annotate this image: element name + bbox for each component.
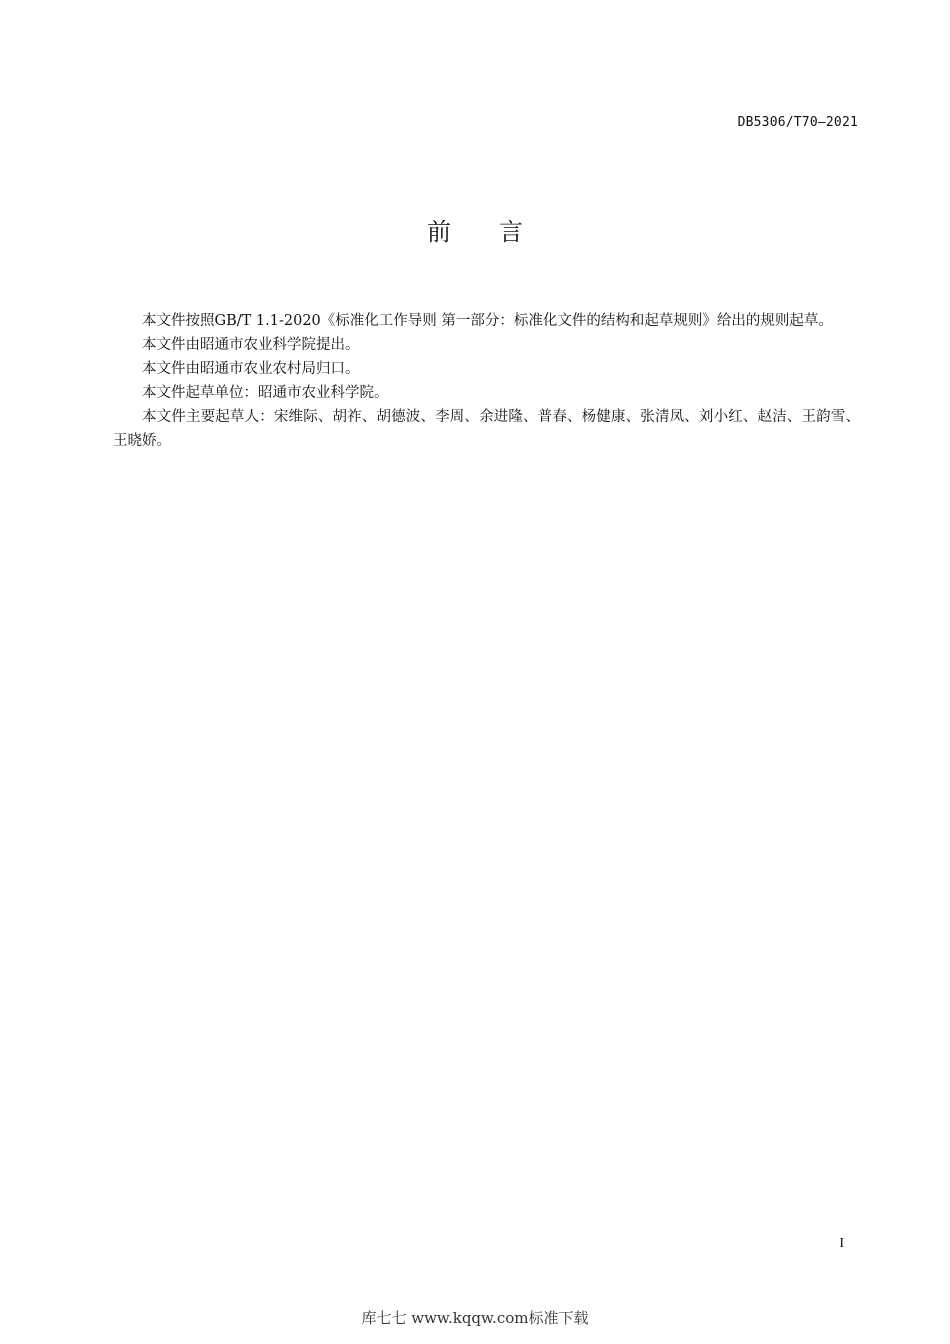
- document-code: DB5306/T70—2021: [737, 115, 858, 130]
- paragraph-proposer: 本文件由昭通市农业科学院提出。: [142, 337, 360, 353]
- paragraph-drafting-unit: 本文件起草单位：昭通市农业科学院。: [142, 385, 389, 401]
- watermark-text: 库七七 www.kqqw.com标准下载: [361, 1309, 589, 1327]
- paragraph-drafters: 本文件主要起草人：宋维际、胡祚、胡德波、李周、余进隆、普春、杨健康、张清凤、刘小红、赵洁、王韵雪、王晓娇。: [113, 409, 860, 449]
- page-title: 前言: [427, 218, 571, 246]
- paragraph-administrator: 本文件由昭通市农业农村局归口。: [142, 361, 360, 377]
- foreword-body: [113, 309, 860, 453]
- paragraph-drafting-rules: 本文件按照GB/T 1.1-2020《标准化工作导则 第一部分：标准化文件的结构和起草规则》给出的规则起草。: [142, 313, 833, 329]
- page-number: I: [839, 1236, 844, 1251]
